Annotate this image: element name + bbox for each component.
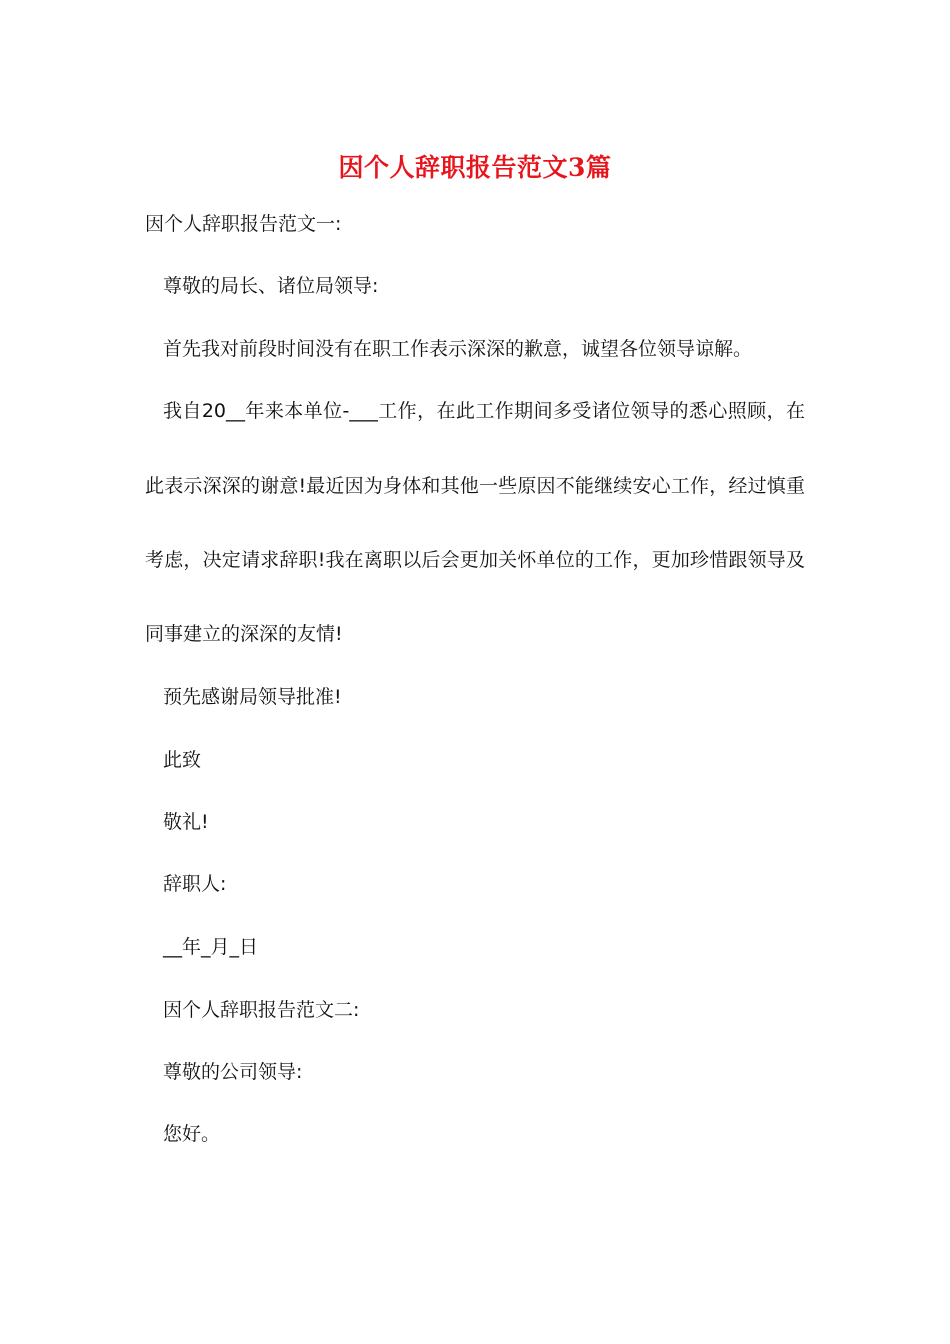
paragraph-body-line-4: 同事建立的深深的友情! [145,623,343,645]
paragraph-body-line-3: 考虑，决定请求辞职!我在离职以后会更加关怀单位的工作，更加珍惜跟领导及 [145,549,805,571]
closing-jingli: 敬礼! [163,811,209,833]
section-heading-two: 因个人辞职报告范文二: [163,999,360,1021]
paragraph-body-line-1: 我自20__年来本单位-___工作，在此工作期间多受诸位领导的悉心照顾，在 [163,400,805,422]
salutation-two: 尊敬的公司领导: [163,1061,303,1083]
paragraph-apology: 首先我对前段时间没有在职工作表示深深的歉意，诚望各位领导谅解。 [163,338,753,360]
greeting: 您好。 [163,1123,221,1145]
closing-cizhi: 此致 [163,749,202,771]
signature-label: 辞职人: [163,873,227,895]
date-line: __年_月_日 [163,936,259,958]
section-heading-one: 因个人辞职报告范文一: [145,213,342,235]
document-title: 因个人辞职报告范文3篇 [338,153,612,182]
paragraph-body-line-2: 此表示深深的谢意!最近因为身体和其他一些原因不能继续安心工作，经过慎重 [145,475,805,497]
salutation-one: 尊敬的局长、诸位局领导: [163,275,379,297]
paragraph-thanks: 预先感谢局领导批准! [163,686,342,708]
